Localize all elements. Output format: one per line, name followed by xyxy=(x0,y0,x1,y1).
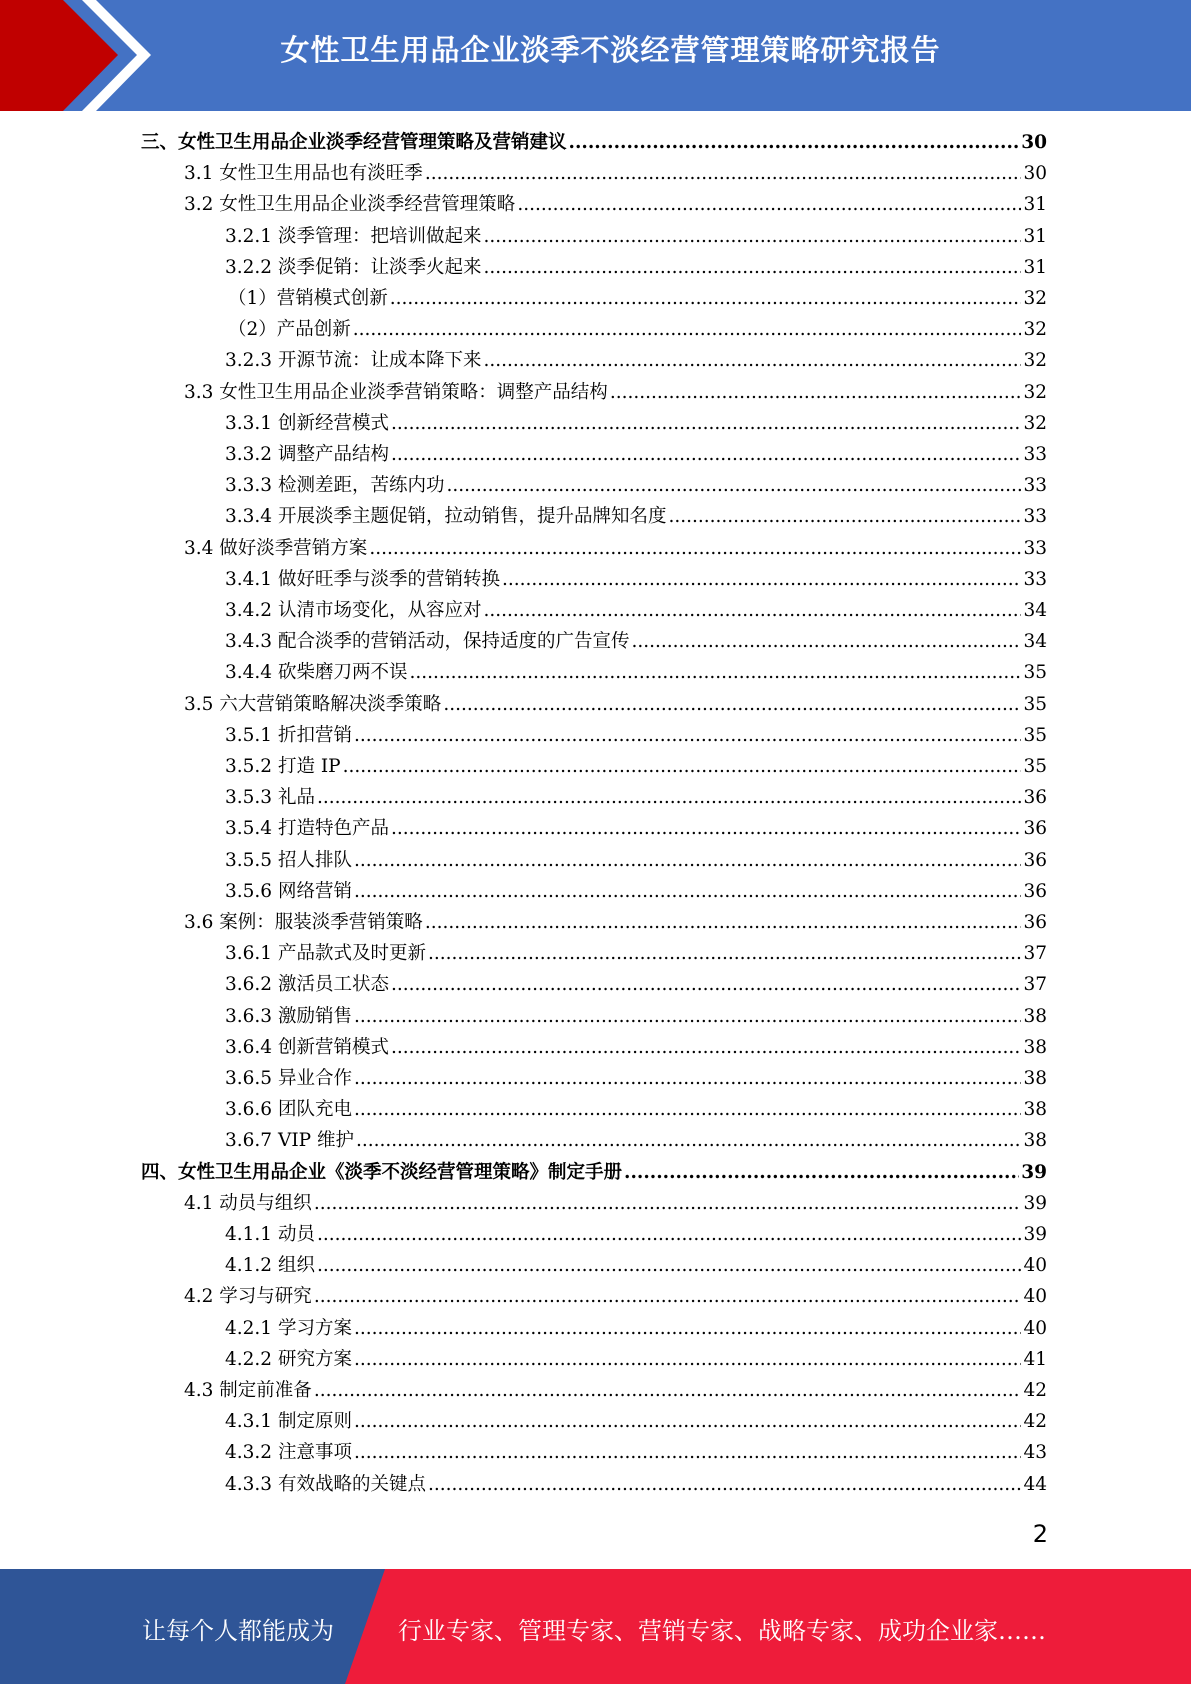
toc-leader-dots xyxy=(354,876,1022,907)
page-number: 2 xyxy=(1032,1520,1048,1548)
toc-entry-page: 35 xyxy=(1023,662,1047,684)
toc-entry-title: 3.2 女性卫生用品企业淡季经营管理策略 xyxy=(184,194,516,216)
toc-entry[interactable] xyxy=(225,657,1047,688)
toc-entry[interactable] xyxy=(225,1219,1047,1250)
toc-entry-title: 3.5.4 打造特色产品 xyxy=(225,818,389,840)
toc-entry-title: 4.1.2 组织 xyxy=(225,1255,315,1277)
toc-entry-page: 39 xyxy=(1023,1224,1047,1245)
toc-entry-page: 40 xyxy=(1023,1286,1047,1308)
toc-entry-title: 3.4.3 配合淡季的营销活动，保持适度的广告宣传 xyxy=(225,631,630,653)
toc-entry[interactable] xyxy=(225,501,1047,532)
toc-leader-dots xyxy=(354,1406,1022,1437)
toc-entry[interactable] xyxy=(225,1344,1047,1375)
toc-entry-title: 3.6.6 团队充电 xyxy=(225,1099,352,1121)
toc-leader-dots xyxy=(353,314,1022,345)
toc-entry-page: 31 xyxy=(1023,225,1047,247)
toc-entry-page: 30 xyxy=(1023,163,1047,185)
toc-leader-dots xyxy=(391,813,1021,844)
toc-entry[interactable] xyxy=(225,1437,1047,1468)
toc-entry[interactable] xyxy=(184,189,1047,220)
toc-entry[interactable] xyxy=(225,1001,1047,1032)
toc-entry-page: 34 xyxy=(1023,600,1047,621)
toc-entry[interactable] xyxy=(225,345,1047,376)
toc-leader-dots xyxy=(314,1281,1022,1312)
toc-entry[interactable] xyxy=(184,533,1047,564)
page-footer xyxy=(0,1569,1191,1684)
toc-entry-page: 35 xyxy=(1023,756,1047,777)
toc-entry[interactable] xyxy=(225,439,1047,470)
toc-leader-dots xyxy=(354,1344,1022,1375)
toc-entry-title: 3.3.1 创新经营模式 xyxy=(225,412,389,434)
toc-leader-dots xyxy=(409,657,1021,688)
toc-entry[interactable] xyxy=(228,314,1047,345)
toc-entry[interactable] xyxy=(225,969,1047,1000)
toc-entry-page: 36 xyxy=(1023,880,1047,902)
toc-leader-dots xyxy=(369,533,1021,564)
toc-entry-title: 4.2 学习与研究 xyxy=(184,1286,312,1308)
toc-leader-dots xyxy=(502,564,1021,595)
toc-leader-dots xyxy=(354,1313,1022,1344)
toc-entry-page: 36 xyxy=(1023,912,1047,933)
toc-entry-page: 30 xyxy=(1021,132,1047,153)
toc-entry[interactable] xyxy=(225,813,1047,844)
toc-leader-dots xyxy=(354,1001,1022,1032)
toc-entry[interactable] xyxy=(141,1157,1047,1188)
toc-entry-title: 四、女性卫生用品企业《淡季不淡经营管理策略》制定手册 xyxy=(141,1161,623,1183)
toc-leader-dots xyxy=(354,1437,1022,1468)
toc-entry[interactable] xyxy=(184,1188,1047,1219)
toc-entry-page: 44 xyxy=(1023,1473,1047,1495)
toc-entry-title: 3.5.3 礼品 xyxy=(225,787,315,809)
toc-entry-page: 40 xyxy=(1023,1255,1047,1277)
toc-entry[interactable] xyxy=(184,1281,1047,1312)
toc-entry-page: 43 xyxy=(1023,1442,1047,1464)
toc-entry-title: 3.4.1 做好旺季与淡季的营销转换 xyxy=(225,568,500,590)
toc-entry-title: 4.3.1 制定原则 xyxy=(225,1411,352,1433)
toc-leader-dots xyxy=(314,1188,1022,1219)
toc-entry-title: 3.4.4 砍柴磨刀两不误 xyxy=(225,662,408,684)
toc-entry-title: 3.6.1 产品款式及时更新 xyxy=(225,943,426,965)
toc-entry-title: 3.2.3 开源节流：让成本降下来 xyxy=(225,350,482,372)
toc-entry[interactable] xyxy=(225,876,1047,907)
toc-entry-page: 32 xyxy=(1023,381,1047,403)
toc-entry[interactable] xyxy=(225,221,1047,252)
toc-entry[interactable] xyxy=(184,1375,1047,1406)
toc-entry[interactable] xyxy=(225,1063,1047,1094)
toc-entry-page: 40 xyxy=(1023,1317,1047,1339)
footer-slogan-right: 行业专家、管理专家、营销专家、战略专家、成功企业家…… xyxy=(398,1617,1046,1645)
toc-entry-title: 3.1 女性卫生用品也有淡旺季 xyxy=(184,163,423,185)
toc-leader-dots xyxy=(624,1157,1019,1188)
toc-entry[interactable] xyxy=(225,1250,1047,1281)
toc-leader-dots xyxy=(517,189,1021,220)
toc-entry[interactable] xyxy=(225,470,1047,501)
toc-entry-page: 32 xyxy=(1023,412,1047,434)
toc-leader-dots xyxy=(425,158,1022,189)
toc-leader-dots xyxy=(354,720,1022,751)
toc-entry-page: 32 xyxy=(1023,350,1047,372)
toc-entry-title: 3.3.4 开展淡季主题促销，拉动销售，提升品牌知名度 xyxy=(225,506,667,528)
toc-entry[interactable] xyxy=(225,938,1047,969)
toc-entry-page: 31 xyxy=(1023,194,1047,216)
toc-leader-dots xyxy=(343,751,1022,782)
toc-leader-dots xyxy=(610,377,1022,408)
toc-leader-dots xyxy=(391,408,1021,439)
toc-leader-dots xyxy=(391,439,1021,470)
toc-leader-dots xyxy=(483,221,1021,252)
toc-entry-page: 32 xyxy=(1023,288,1047,309)
toc-leader-dots xyxy=(428,1469,1021,1500)
toc-entry-title: 3.6.2 激活员工状态 xyxy=(225,974,389,996)
toc-entry-title: 3.6.4 创新营销模式 xyxy=(225,1036,389,1058)
toc-entry-page: 38 xyxy=(1023,1099,1047,1121)
toc-entry-title: 3.3.3 检测差距，苦练内功 xyxy=(225,475,445,497)
toc-entry-page: 35 xyxy=(1023,693,1047,715)
toc-entry-title: （1）营销模式创新 xyxy=(228,288,388,309)
toc-leader-dots xyxy=(483,252,1021,283)
toc-entry[interactable] xyxy=(225,1469,1047,1500)
toc-entry-page: 38 xyxy=(1023,1005,1047,1027)
toc-entry[interactable] xyxy=(225,595,1047,626)
toc-entry-title: 3.6.7 VIP 维护 xyxy=(225,1130,354,1152)
toc-entry[interactable] xyxy=(184,689,1047,720)
toc-leader-dots xyxy=(390,283,1022,314)
toc-leader-dots xyxy=(317,782,1022,813)
toc-entry-title: 4.1 动员与组织 xyxy=(184,1192,312,1214)
toc-entry-page: 42 xyxy=(1023,1380,1047,1401)
toc-entry-page: 38 xyxy=(1023,1068,1047,1089)
toc-entry-page: 36 xyxy=(1023,849,1047,871)
toc-entry-title: 3.2.2 淡季促销：让淡季火起来 xyxy=(225,256,482,278)
toc-leader-dots xyxy=(631,626,1021,657)
toc-entry-page: 33 xyxy=(1023,506,1047,528)
toc-entry[interactable] xyxy=(225,408,1047,439)
toc-entry-page: 38 xyxy=(1023,1036,1047,1058)
toc-entry-title: 3.5.1 折扣营销 xyxy=(225,724,352,746)
toc-entry[interactable] xyxy=(184,377,1047,408)
toc-entry[interactable] xyxy=(225,564,1047,595)
toc-leader-dots xyxy=(668,501,1021,532)
toc-entry-title: 3.4 做好淡季营销方案 xyxy=(184,537,368,559)
toc-entry-title: 4.2.2 研究方案 xyxy=(225,1348,352,1370)
toc-leader-dots xyxy=(354,1094,1022,1125)
toc-entry-page: 42 xyxy=(1023,1411,1047,1433)
page-header xyxy=(0,0,1191,111)
toc-entry-title: 3.5.2 打造 IP xyxy=(225,756,341,777)
toc-entry-title: （2）产品创新 xyxy=(228,319,351,341)
toc-entry-title: 4.2.1 学习方案 xyxy=(225,1317,352,1339)
toc-entry-page: 33 xyxy=(1023,537,1047,559)
toc-entry[interactable] xyxy=(225,845,1047,876)
toc-entry[interactable] xyxy=(225,1032,1047,1063)
toc-entry-page: 33 xyxy=(1023,568,1047,590)
toc-entry-page: 33 xyxy=(1023,475,1047,497)
toc-entry-page: 34 xyxy=(1023,631,1047,653)
toc-entry[interactable] xyxy=(225,626,1047,657)
toc-entry[interactable] xyxy=(184,158,1047,189)
toc-entry-page: 39 xyxy=(1023,1192,1047,1214)
toc-entry[interactable] xyxy=(225,1125,1047,1156)
toc-leader-dots xyxy=(446,470,1021,501)
toc-entry-title: 3.5.6 网络营销 xyxy=(225,880,352,902)
toc-entry-title: 三、女性卫生用品企业淡季经营管理策略及营销建议 xyxy=(141,132,567,153)
toc-entry[interactable] xyxy=(228,283,1047,314)
toc-entry[interactable] xyxy=(225,252,1047,283)
toc-leader-dots xyxy=(391,969,1021,1000)
toc-entry-page: 36 xyxy=(1023,818,1047,840)
toc-leader-dots xyxy=(314,1375,1022,1406)
toc-leader-dots xyxy=(428,938,1021,969)
toc-entry-page: 35 xyxy=(1023,724,1047,746)
toc-entry-page: 36 xyxy=(1023,787,1047,809)
page-title: 女性卫生用品企业淡季不淡经营管理策略研究报告 xyxy=(280,33,941,67)
toc-entry-title: 3.6.3 激励销售 xyxy=(225,1005,352,1027)
toc-entry-title: 3.6.5 异业合作 xyxy=(225,1068,352,1089)
toc-entry-title: 3.3 女性卫生用品企业淡季营销策略：调整产品结构 xyxy=(184,381,608,403)
toc-entry-title: 3.5.5 招人排队 xyxy=(225,849,352,871)
toc-entry[interactable] xyxy=(225,751,1047,782)
toc-leader-dots xyxy=(569,127,1020,158)
toc-leader-dots xyxy=(391,1032,1021,1063)
toc-entry-title: 3.5 六大营销策略解决淡季策略 xyxy=(184,693,442,715)
toc-leader-dots xyxy=(354,1063,1022,1094)
toc-entry[interactable] xyxy=(225,1406,1047,1437)
toc-entry[interactable] xyxy=(225,1094,1047,1125)
toc-entry-page: 37 xyxy=(1023,943,1047,965)
toc-entry[interactable] xyxy=(225,1313,1047,1344)
toc-leader-dots xyxy=(317,1250,1022,1281)
toc-leader-dots xyxy=(425,907,1022,938)
toc-entry-title: 3.2.1 淡季管理：把培训做起来 xyxy=(225,225,482,247)
toc-entry-title: 4.1.1 动员 xyxy=(225,1224,315,1245)
toc-entry-page: 41 xyxy=(1023,1348,1047,1370)
toc-leader-dots xyxy=(483,345,1021,376)
toc-leader-dots xyxy=(356,1125,1022,1156)
footer-slogan-left: 让每个人都能成为 xyxy=(142,1617,334,1645)
toc-entry-title: 4.3.3 有效战略的关键点 xyxy=(225,1473,426,1495)
toc-entry-title: 3.4.2 认清市场变化，从容应对 xyxy=(225,600,482,621)
toc-entry[interactable] xyxy=(225,720,1047,751)
toc-entry-title: 3.3.2 调整产品结构 xyxy=(225,444,389,465)
toc-leader-dots xyxy=(483,595,1021,626)
toc-entry[interactable] xyxy=(184,907,1047,938)
toc-leader-dots xyxy=(354,845,1022,876)
toc-leader-dots xyxy=(317,1219,1022,1250)
toc-entry-page: 38 xyxy=(1023,1130,1047,1152)
toc-entry-title: 3.6 案例：服装淡季营销策略 xyxy=(184,912,423,933)
toc-entry-page: 32 xyxy=(1023,319,1047,341)
toc-entry-page: 39 xyxy=(1021,1161,1047,1183)
toc-entry[interactable] xyxy=(141,127,1047,158)
toc-entry-title: 4.3.2 注意事项 xyxy=(225,1442,352,1464)
toc-entry-title: 4.3 制定前准备 xyxy=(184,1380,312,1401)
toc-entry[interactable] xyxy=(225,782,1047,813)
toc-entry-page: 33 xyxy=(1023,444,1047,465)
toc-entry-page: 31 xyxy=(1023,256,1047,278)
toc-leader-dots xyxy=(443,689,1021,720)
toc-entry-page: 37 xyxy=(1023,974,1047,996)
